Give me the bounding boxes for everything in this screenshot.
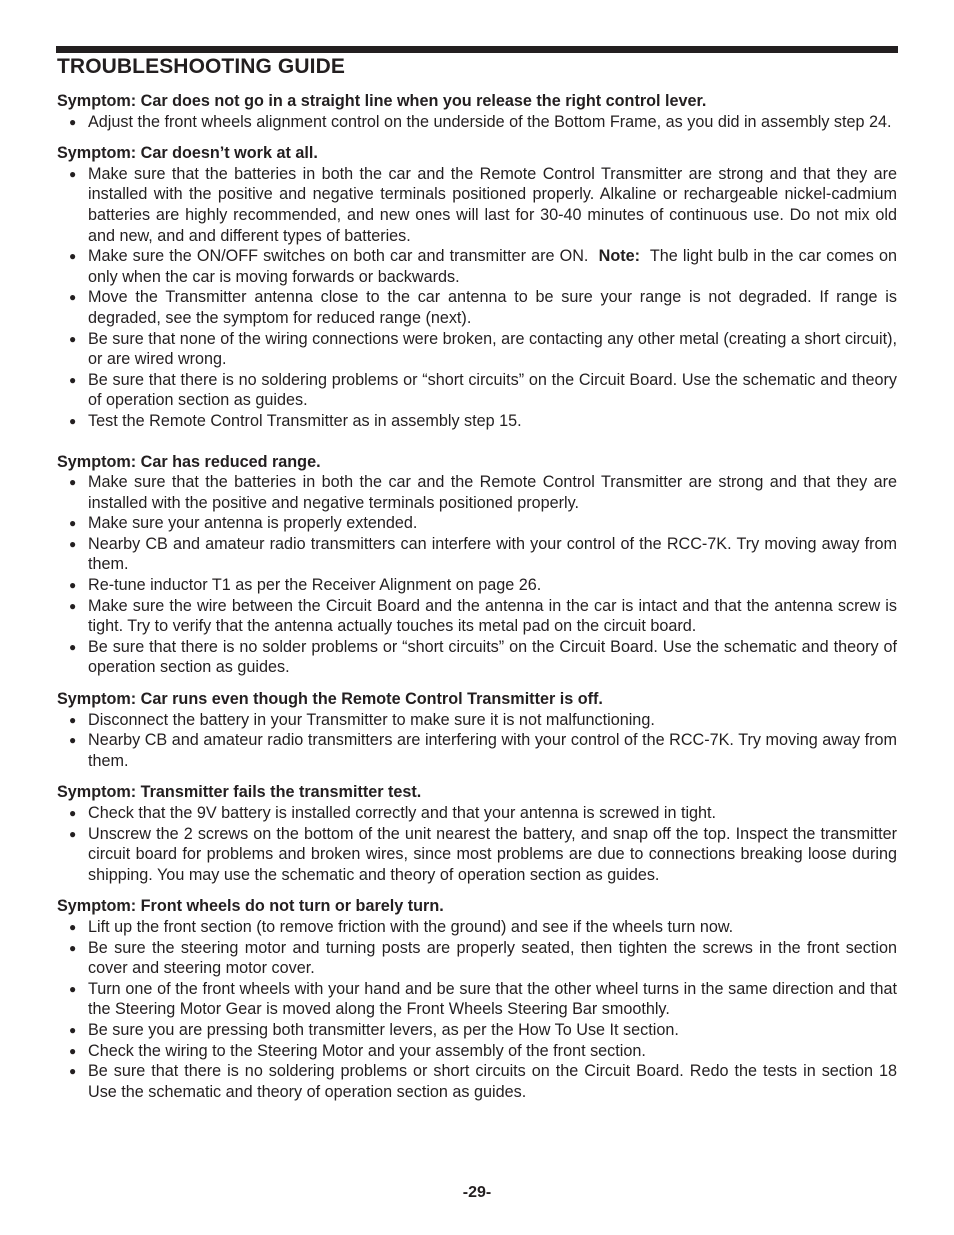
bullet-item: ● Nearby CB and amateur radio transmitters can interfere with your control of the RCC-7K. Try moving away from them. [69,534,897,574]
troubleshooting-content [57,91,897,1113]
bullet-icon: ● [69,733,77,748]
bullet-item: ● Be sure that none of the wiring connections were broken, are contacting any other metal (creating a short circuit), or are wired wrong. [69,329,897,369]
bullet-icon: ● [69,1022,77,1037]
bullet-icon: ● [69,598,77,613]
bullet-icon: ● [69,331,77,346]
bullet-item: ● Be sure that there is no soldering problems or “short circuits” on the Circuit Board. Use the schematic and theory of operation section as guides. [69,370,897,410]
bullet-list [57,710,897,772]
bullet-item: ● Turn one of the front wheels with your hand and be sure that the other wheel turns in the same direction and that the Steering Motor Gear is moved along the Front Wheels Steering Bar smoothly. [69,979,897,1019]
bullet-list [57,472,897,678]
bullet-item: ● Re-tune inductor T1 as per the Receiver Alignment on page 26. [69,576,542,595]
symptom-heading: Symptom: Car has reduced range. [57,452,321,471]
bullet-item: ● Nearby CB and amateur radio transmitters are interfering with your control of the RCC-7K. Try moving away from them. [69,731,897,770]
symptom-section [57,782,897,885]
bullet-list [57,164,897,432]
bullet-icon: ● [69,1064,77,1079]
bullet-icon: ● [69,166,77,181]
bullet-icon: ● [69,516,77,531]
bullet-item: ● Check the wiring to the Steering Motor and your assembly of the front section. [69,1041,646,1060]
symptom-heading: Symptom: Front wheels do not turn or barely turn. [57,897,444,916]
symptom-heading: Symptom: Transmitter fails the transmitter test. [57,783,422,802]
bullet-item: ● Make sure the wire between the Circuit Board and the antenna in the car is intact and that the antenna screw is tight. Try to verify that the antenna actually touches its metal pad on the circuit board. [69,596,897,636]
bullet-icon: ● [69,826,77,841]
bullet-list [57,112,897,133]
bullet-icon: ● [69,536,77,551]
header-rule [56,46,898,53]
page-number: -29- [462,1184,492,1201]
bullet-icon: ● [69,372,77,387]
symptom-heading: Symptom: Car runs even though the Remote Control Transmitter is off. [57,690,603,709]
note-label: Note: [598,247,640,266]
bullet-icon: ● [69,639,77,654]
symptom-heading: Symptom: Car doesn’t work at all. [57,144,318,163]
symptom-section [57,452,897,679]
symptom-heading: Symptom: Car does not go in a straight line when you release the right control lever. [57,92,707,110]
bullet-item: ● Make sure that the batteries in both the car and the Remote Control Transmitter are strong and that they are installed with the positive and negative terminals positioned properly. [69,473,897,512]
bullet-item: ● Be sure that there is no soldering problems or short circuits on the Circuit Board. Redo the tests in section 18 Use the schematic and theory of operation section as guides. [69,1062,897,1101]
bullet-icon: ● [69,578,77,593]
bullet-item: ● Adjust the front wheels alignment control on the underside of the Bottom Frame, as you did in assembly step 24. [69,112,892,131]
bullet-icon: ● [69,114,77,129]
bullet-icon: ● [69,290,77,305]
bullet-list [57,803,897,885]
bullet-list [57,917,897,1102]
bullet-icon: ● [69,475,77,490]
bullet-icon: ● [69,1043,77,1058]
note-text: The light bulb in the car comes on only when the car is moving forwards or backwards. [88,247,897,286]
bullet-item: ● Check that the 9V battery is installed correctly and that your antenna is screwed in tight. [69,804,717,822]
bullet-item: ● Be sure that there is no solder problems or “short circuits” on the Circuit Board. Use the schematic and theory of operation section as guides. [69,637,897,677]
bullet-item: ● Move the Transmitter antenna close to the car antenna to be sure your range is not degraded. If range is degraded, see the symptom for reduced range (next). [69,288,897,327]
bullet-item: ● Make sure that the batteries in both the car and the Remote Control Transmitter are strong and that they are installed with the positive and negative terminals positioned properly. Alkaline or rechargeable nickel-cadmium batteries are highly recommended, and new ones will last for 30-40 minutes of continuous use. Do not mix old and new, and and different types of batteries. [69,164,897,245]
bullet-icon: ● [69,249,77,264]
symptom-section [57,896,897,1102]
bullet-icon: ● [69,940,77,955]
symptom-section [57,91,897,132]
bullet-icon: ● [69,981,77,996]
bullet-icon: ● [69,413,77,428]
bullet-item: ● Lift up the front section (to remove friction with the ground) and see if the wheels turn now. [69,917,734,936]
bullet-item: ● Disconnect the battery in your Transmitter to make sure it is not malfunctioning. [69,710,655,729]
bullet-item: ● Be sure the steering motor and turning posts are properly seated, then tighten the screws in the front section cover and steering motor cover. [69,938,897,978]
bullet-icon: ● [69,919,77,934]
bullet-icon: ● [69,806,77,820]
bullet-item: ● Make sure the ON/OFF switches on both car and transmitter are ON. Note: The light bulb in the car comes on only when the car is moving forwards or backwards. [69,247,897,286]
bullet-item: ● Unscrew the 2 screws on the bottom of the unit nearest the battery, and snap off the top. Inspect the transmitter circuit board for problems and broken wires, since most problems are due to connections breaking loose during shipping. You may use the schematic and theory of operation section as guides. [69,824,897,884]
page-title: TROUBLESHOOTING GUIDE [57,55,345,78]
bullet-item: ● Test the Remote Control Transmitter as in assembly step 15. [69,411,522,430]
bullet-item: ● Be sure you are pressing both transmitter levers, as per the How To Use It section. [69,1020,679,1039]
symptom-section [57,143,897,431]
bullet-icon: ● [69,712,77,727]
bullet-item: ● Make sure your antenna is properly extended. [69,514,418,533]
symptom-section [57,689,897,771]
